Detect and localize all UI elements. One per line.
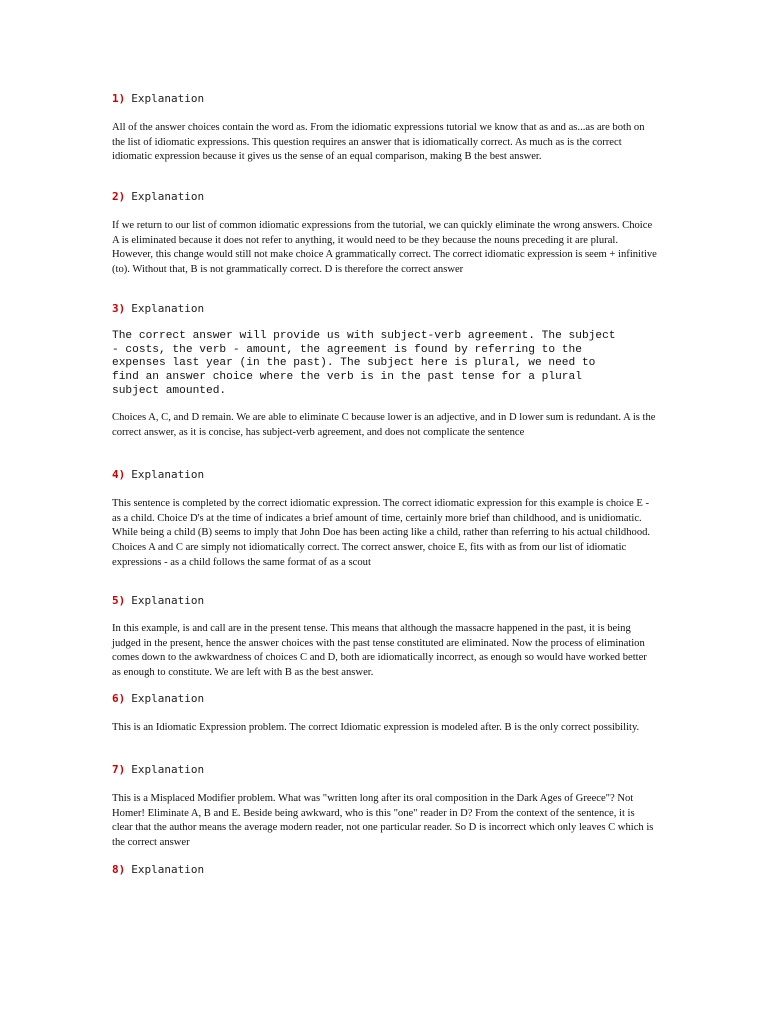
mono-line: - costs, the verb - amount, the agreement is found by referring to the	[112, 343, 582, 356]
explanation-text-7: This is a Misplaced Modifier problem. What was "written long after its oral composition in the Dark Ages of Greece"? Not Homer! Eliminate A, B and E. Beside being awkward, who is this "one" reader in D? From the context of the sentence, it is clear that the author means the average modern reader, not one particular reader. So D is incorrect which only leaves C which is the correct answer	[112, 793, 654, 849]
heading-label: Explanation	[131, 190, 205, 203]
explanation-heading-6	[112, 692, 657, 705]
explanation-heading-7	[112, 763, 657, 776]
mono-line: expenses last year (in the past). The subject here is plural, we need to	[112, 357, 596, 370]
heading-label: Explanation	[131, 594, 205, 607]
question-number: 7)	[112, 763, 126, 776]
question-number: 2)	[112, 190, 126, 203]
question-number: 1)	[112, 92, 126, 105]
heading-label: Explanation	[131, 692, 205, 705]
explanation-text-2: If we return to our list of common idiomatic expressions from the tutorial, we can quickly eliminate the wrong answers. Choice A is eliminated because it does not refer to anything, it would need to be they because the nouns preceding it are plural. However, this change would still not make choice A grammatically correct. The correct idiomatic expression is seem + infinitive (to). Without that, B is not grammatically correct. D is therefore the correct answer	[112, 220, 657, 276]
mono-line: The correct answer will provide us with subject-verb agreement. The subject	[112, 330, 616, 342]
question-number: 8)	[112, 863, 126, 876]
heading-label: Explanation	[131, 863, 205, 876]
question-number: 6)	[112, 692, 126, 705]
explanation-text-4: This sentence is completed by the correct idiomatic expression. The correct idiomatic expression for this example is choice E - as a child. Choice D's at the time of indicates a brief amount of time, certainly more brief than childhood, and is unidiomatic. While being a child (B) seems to imply that John Doe has been acting like a child, rather than referring to his actual childhood. Choices A and C are simply not idiomatically correct. The correct answer, choice E, fits with as from our list of idiomatic expressions - as a child follows the same format of as a scout	[112, 498, 651, 568]
explanation-text-1: All of the answer choices contain the word as. From the idiomatic expressions tutorial we know that as and as...as are both on the list of idiomatic expressions. This question requires an answer that is idiomatically correct. As much as is the correct idiomatic expression because it gives us the sense of an equal comparison, making B the best answer.	[112, 122, 645, 163]
question-number: 4)	[112, 468, 126, 481]
mono-line: subject amounted.	[112, 384, 227, 397]
explanation-heading-1	[112, 92, 657, 105]
question-number: 3)	[112, 302, 126, 315]
explanation-mono-block-3	[112, 330, 657, 399]
explanation-heading-4	[112, 468, 657, 481]
question-number: 5)	[112, 594, 126, 607]
explanation-text-6: This is an Idiomatic Expression problem. The correct Idiomatic expression is modeled after. B is the only correct possibility.	[112, 722, 640, 733]
explanation-heading-3	[112, 302, 657, 315]
explanation-text-5: In this example, is and call are in the present tense. This means that although the massacre happened in the past, it is being judged in the present, hence the answer choices with the past tense constituted are eliminated. Now the process of elimination comes down to the awkwardness of choices C and D, both are idiomatically incorrect, as enough so would have worked better as enough to constitute. We are left with B as the best answer.	[112, 623, 647, 679]
explanation-text-3: Choices A, C, and D remain. We are able to eliminate C because lower is an adjective, and in D lower sum is redundant. A is the correct answer, as it is concise, has subject-verb agreement, and does not complicate the sentence	[112, 412, 656, 438]
heading-label: Explanation	[131, 92, 205, 105]
explanation-heading-2	[112, 190, 657, 203]
mono-line: find an answer choice where the verb is in the past tense for a plural	[112, 371, 582, 384]
heading-label: Explanation	[131, 302, 205, 315]
heading-label: Explanation	[131, 468, 205, 481]
heading-label: Explanation	[131, 763, 205, 776]
explanation-heading-8	[112, 863, 657, 876]
explanation-heading-5	[112, 594, 657, 607]
